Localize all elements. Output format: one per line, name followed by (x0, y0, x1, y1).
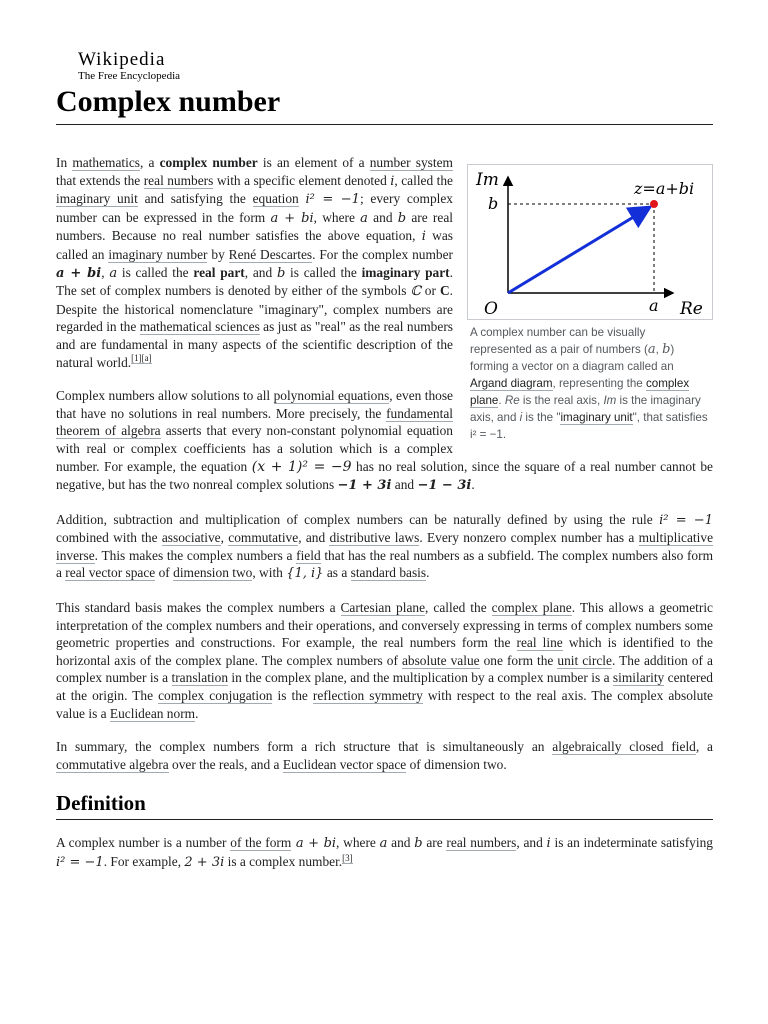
wikipedia-logo[interactable] (78, 50, 180, 83)
link-mathematics[interactable]: mathematics (72, 155, 140, 170)
intro-paragraph: In mathematics, a complex number is an element of a number system that extends the real numbers with a specific element denoted i, called the imaginary unit and satisfying the equation i² = −1; every complex number can be expressed in the form a + bi, where a and b are real numbers. Because no real number satisfies the above equation, i was called an imaginary number by René Descartes. For the complex number a + bi, a is called the real part, and b is called the imaginary part. The set of complex numbers is denoted by either of the symbols ℂ or C. Despite the historical nomenclature "imaginary", complex numbers are regarded in the mathematical sciences as just as "real" as the real numbers and are fundamental in many aspects of the scientific description of the natural world.[1][a] (56, 155, 454, 370)
a-label: a (649, 296, 659, 315)
b-label: b (488, 194, 499, 213)
reference-link[interactable]: [3] (342, 852, 353, 863)
reference-link[interactable]: [1][a] (131, 353, 152, 364)
link-field[interactable]: field (296, 547, 321, 563)
paragraph-definition: A complex number is a number of the form a + bi, where a and b are real numbers, and i is an indeterminate satisfying i² = −1. For example, 2 + 3i is a complex number.[3] (56, 835, 713, 870)
link-real-numbers-def[interactable]: real numbers (446, 835, 517, 851)
link-multiplicative-inverse[interactable]: multiplicative inverse (56, 530, 714, 563)
link-absolute-value[interactable]: absolute value (401, 652, 480, 668)
link-complex-plane[interactable]: complex plane (491, 600, 572, 616)
complex-vector (508, 207, 650, 293)
link-mathematical-sciences[interactable]: mathematical sciences (139, 319, 260, 335)
link-similarity[interactable]: similarity (612, 670, 665, 686)
tagline: The Free Encyclopedia (78, 70, 181, 82)
paragraph-solutions: Complex numbers allow solutions to all polynomial equations, even those that have no solutions in real numbers. More precisely, the fundamental theorem of algebra asserts that every non-constant polynomial equation with real or complex coefficients has a solution which is a complex number. For example, the equation (x + 1)² = −9 has no real solution, since the square of a real number cannot be negative, but has the two nonreal complex solutions −1 + 3i and −1 − 3i. (56, 388, 713, 494)
page-title: Complex number (56, 85, 281, 118)
paragraph-geometry: This standard basis makes the complex numbers a Cartesian plane, called the complex plane. This allows a geometric interpretation of the complex numbers and their operations, and conversely expressing in terms of complex numbers some geometric properties and constructions. For example, the real numbers form the real line which is identified to the horizontal axis of the complex plane. The complex numbers of absolute value one form the unit circle. The addition of a complex number is a translation in the complex plane, and the multiplication by a complex number is a similarity centered at the origin. The complex conjugation is the reflection symmetry with respect to the real axis. The complex absolute value is a Euclidean norm. (56, 600, 714, 721)
im-label: Im (476, 170, 499, 190)
origin-label: O (484, 299, 498, 319)
paragraph-operations: Addition, subtraction and multiplication of complex numbers can be naturally defined by using the rule i² = −1 combined with the associative, commutative, and distributive laws. Every nonzero complex number has a multiplicative inverse. This makes the complex numbers a field that has the real numbers as a subfield. The complex numbers also form a real vector space of dimension two, with {1, i} as a standard basis. (56, 511, 714, 582)
link-real-numbers[interactable]: real numbers (143, 172, 214, 188)
link-euclidean-norm[interactable]: Euclidean norm (109, 705, 196, 721)
link-unit-circle[interactable]: unit circle (557, 652, 612, 668)
link-real-vector-space[interactable]: real vector space (65, 565, 156, 581)
link-cartesian-plane[interactable]: Cartesian plane (340, 600, 426, 616)
link-fundamental-theorem[interactable]: fundamental theorem of algebra (56, 405, 453, 439)
link-imaginary-number[interactable]: imaginary number (108, 246, 208, 262)
link-distributive-laws[interactable]: distributive laws (329, 530, 420, 546)
link-commutative-algebra[interactable]: commutative algebra (56, 756, 169, 772)
link-associative[interactable]: associative (161, 530, 221, 546)
link-polynomial-equations[interactable]: polynomial equations (273, 388, 390, 404)
argand-diagram (468, 165, 712, 319)
link-reflection-symmetry[interactable]: reflection symmetry (312, 688, 423, 704)
link-euclidean-vector-space[interactable]: Euclidean vector space (282, 756, 407, 772)
link-real-line[interactable]: real line (516, 635, 563, 651)
section-heading-definition: Definition (56, 791, 146, 816)
link-commutative[interactable]: commutative (228, 530, 299, 546)
paragraph-summary: In summary, the complex numbers form a rich structure that is simultaneously an algebraically closed field, a commutative algebra over the reals, and a Euclidean vector space of dimension two. (56, 739, 714, 772)
link-argand-diagram[interactable]: Argand diagram (470, 377, 553, 390)
complex-point (650, 200, 658, 208)
title-divider (56, 124, 713, 125)
link-equation[interactable]: equation (252, 191, 299, 207)
figure-caption: A complex number can be visually represented as a pair of numbers (a, b) forming a vector on a diagram called an Argand diagram, representing the complex plane. Re is the real axis, Im is the imaginary axis, and i is the "imaginary unit", that satisfies i² = −1. (470, 326, 708, 441)
link-imaginary-unit[interactable]: imaginary unit (560, 411, 633, 424)
re-label: Re (680, 299, 703, 319)
infobox-figure (467, 164, 713, 443)
wordmark: Wikipedia (78, 49, 166, 70)
section-divider (56, 819, 713, 820)
link-algebraically-closed-field[interactable]: algebraically closed field (552, 739, 696, 755)
link-dimension-two[interactable]: dimension two (173, 565, 253, 581)
link-of-the-form[interactable]: of the form (230, 835, 292, 851)
link-number-system[interactable]: number system (369, 155, 453, 170)
link-complex-conjugation[interactable]: complex conjugation (158, 688, 273, 704)
link-rene-descartes[interactable]: René Descartes (228, 246, 313, 262)
z-label: z=a+bi (634, 179, 695, 198)
link-imaginary-unit[interactable]: imaginary unit (56, 191, 138, 207)
link-translation[interactable]: translation (171, 670, 229, 686)
link-standard-basis[interactable]: standard basis (350, 565, 427, 581)
link-complex-plane[interactable]: complex plane (470, 377, 690, 407)
article-body (56, 154, 713, 888)
argand-diagram-frame (467, 164, 713, 320)
